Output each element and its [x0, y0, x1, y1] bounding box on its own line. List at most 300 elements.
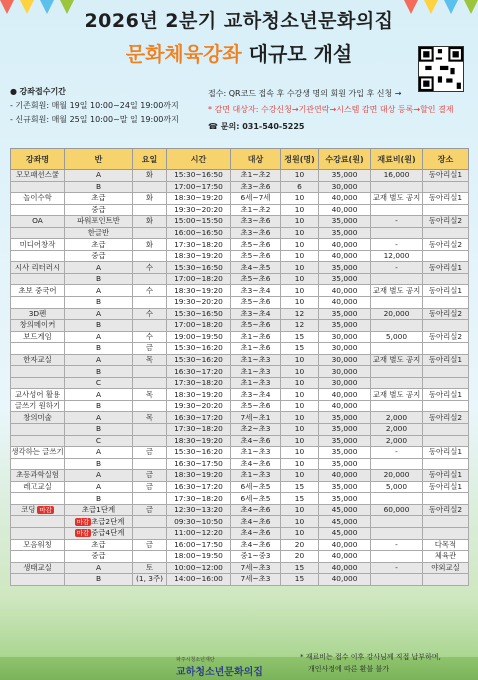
cell-capacity: 10 [281, 366, 319, 378]
cell-location: 동아리실1 [423, 170, 469, 182]
cell-material-fee: 2,000 [371, 412, 423, 424]
cell-course-name: 초보 중국어 [11, 285, 65, 297]
cell-course-name [11, 493, 65, 505]
cell-fee: 40,000 [319, 297, 371, 309]
cell-target: 6세~초5 [231, 481, 281, 493]
cell-material-fee [371, 458, 423, 470]
cell-fee: 35,000 [319, 273, 371, 285]
cell-day: 금 [133, 539, 167, 551]
cell-fee: 30,000 [319, 331, 371, 343]
cell-course-name: 모모패션스쿨 [11, 170, 65, 182]
cell-material-fee: - [371, 216, 423, 228]
table-row [11, 447, 469, 459]
cell-course-name [11, 297, 65, 309]
cell-time: 18:00~19:50 [167, 551, 231, 563]
cell-day [133, 435, 167, 447]
cell-material-fee [371, 516, 423, 528]
cell-location: 동아리실1 [423, 470, 469, 482]
cell-course-name [11, 527, 65, 539]
cell-target: 초5~초6 [231, 273, 281, 285]
cell-class: B [65, 424, 133, 436]
cell-capacity: 12 [281, 308, 319, 320]
cell-time: 14:00~16:00 [167, 574, 231, 586]
cell-time: 15:30~16:50 [167, 170, 231, 182]
cell-capacity: 15 [281, 343, 319, 355]
cell-fee: 40,000 [319, 389, 371, 401]
cell-target: 7세~초3 [231, 562, 281, 574]
cell-course-name: OA [11, 216, 65, 228]
cell-location [423, 250, 469, 262]
discount-info: * 감면 대상자: 수강신청→기관연락→시스템 감면 대상 등록→할인 결제 [208, 105, 454, 114]
cell-target: 초5~초6 [231, 297, 281, 309]
column-header: 정원(명) [281, 149, 319, 170]
cell-day: 화 [133, 239, 167, 251]
cell-capacity: 15 [281, 481, 319, 493]
cell-location [423, 527, 469, 539]
table-row [11, 377, 469, 389]
cell-class: B [65, 366, 133, 378]
cell-day [133, 458, 167, 470]
cell-target: 7세~초1 [231, 412, 281, 424]
table-row [11, 527, 469, 539]
cell-material-fee [371, 320, 423, 332]
column-header: 시간 [167, 149, 231, 170]
column-header: 대상 [231, 149, 281, 170]
cell-class: 초급 [65, 193, 133, 205]
cell-time: 17:30~18:20 [167, 493, 231, 505]
table-row [11, 250, 469, 262]
cell-time: 12:30~13:20 [167, 504, 231, 516]
cell-target: 초5~초6 [231, 250, 281, 262]
cell-material-fee: - [371, 562, 423, 574]
cell-location: 동아리실1 [423, 447, 469, 459]
cell-target: 초1~초3 [231, 377, 281, 389]
cell-target: 초4~초6 [231, 516, 281, 528]
cell-day [133, 250, 167, 262]
cell-day: 토 [133, 562, 167, 574]
cell-material-fee: 20,000 [371, 470, 423, 482]
cell-capacity: 15 [281, 562, 319, 574]
cell-target: 초5~초6 [231, 239, 281, 251]
cell-time: 17:00~18:20 [167, 273, 231, 285]
cell-course-name: 생각하는 글쓰기 [11, 447, 64, 457]
cell-capacity: 10 [281, 389, 319, 401]
cell-target: 초1~초3 [231, 354, 281, 366]
closed-badge: 마감 [39, 506, 52, 515]
cell-class: A [65, 470, 133, 482]
cell-material-fee [371, 366, 423, 378]
cell-day [133, 273, 167, 285]
cell-material-fee: 2,000 [371, 424, 423, 436]
cell-fee: 40,000 [319, 250, 371, 262]
cell-class: 한글반 [65, 227, 133, 239]
cell-location [423, 424, 469, 436]
cell-location: 동아리실1 [423, 354, 469, 366]
cell-target: 초2~초3 [231, 424, 281, 436]
cell-capacity: 10 [281, 400, 319, 412]
cell-capacity: 10 [281, 193, 319, 205]
cell-time: 17:00~18:20 [167, 320, 231, 332]
cell-class: A [65, 412, 133, 424]
table-row [11, 389, 469, 401]
cell-class: B [65, 343, 133, 355]
cell-material-fee [371, 527, 423, 539]
cell-class: B [65, 574, 133, 586]
cell-time: 19:00~19:50 [167, 331, 231, 343]
cell-course-name [11, 204, 65, 216]
cell-fee: 45,000 [319, 516, 371, 528]
cell-class: 중급 [65, 551, 133, 563]
cell-material-fee: 5,000 [371, 331, 423, 343]
cell-target: 초4~초6 [231, 435, 281, 447]
cell-capacity: 10 [281, 470, 319, 482]
signup-info: 접수: QR코드 접속 후 수강생 명의 회원 가입 후 신청 → [208, 89, 402, 98]
cell-fee: 30,000 [319, 366, 371, 378]
table-row [11, 227, 469, 239]
cell-capacity: 12 [281, 320, 319, 332]
cell-capacity: 10 [281, 412, 319, 424]
column-header: 재료비(원) [371, 149, 423, 170]
cell-class: 중급 [65, 204, 133, 216]
table-row [11, 204, 469, 216]
cell-location: 동아리실2 [423, 412, 469, 424]
cell-time: 16:00~16:50 [167, 227, 231, 239]
cell-capacity: 15 [281, 331, 319, 343]
cell-day [133, 297, 167, 309]
cell-time: 15:30~16:50 [167, 262, 231, 274]
cell-course-name [11, 366, 65, 378]
table-row [11, 470, 469, 482]
cell-location: 동아리실2 [423, 216, 469, 228]
cell-course-name: 3D펜 [11, 308, 65, 320]
cell-fee: 35,000 [319, 493, 371, 505]
cell-target: 6세~7세 [231, 193, 281, 205]
cell-day: 금 [133, 447, 167, 459]
cell-time: 18:30~19:20 [167, 250, 231, 262]
footer-note-2: 개인사정에 따른 환불 불가 [308, 665, 390, 673]
cell-class: A [65, 389, 133, 401]
cell-fee: 30,000 [319, 377, 371, 389]
cell-fee: 35,000 [319, 216, 371, 228]
table-row [11, 424, 469, 436]
cell-capacity: 10 [281, 170, 319, 182]
cell-course-name: 교사성어 활용 [11, 389, 65, 401]
column-header: 반 [65, 149, 133, 170]
cell-location [423, 343, 469, 355]
cell-time: 15:00~15:50 [167, 216, 231, 228]
cell-class: 마감 초급2단계 [65, 516, 133, 528]
cell-capacity: 20 [281, 551, 319, 563]
cell-location [423, 377, 469, 389]
cell-location [423, 273, 469, 285]
cell-target: 초4~초6 [231, 527, 281, 539]
table-row [11, 504, 469, 516]
cell-location: 동아리실2 [423, 308, 469, 320]
cell-day [133, 366, 167, 378]
cell-target: 초3~초4 [231, 389, 281, 401]
cell-class: A [65, 354, 133, 366]
cell-class: B [65, 458, 133, 470]
cell-course-name: 글쓰기 원하기 [11, 400, 65, 412]
cell-course-name [11, 250, 65, 262]
cell-course-name: 레고교실 [11, 481, 65, 493]
cell-location: 체육관 [423, 551, 469, 563]
cell-day [133, 551, 167, 563]
cell-capacity: 10 [281, 458, 319, 470]
cell-day: 화 [133, 170, 167, 182]
cell-target: 초4~초5 [231, 262, 281, 274]
cell-course-name [11, 273, 65, 285]
cell-target: 초5~초6 [231, 320, 281, 332]
cell-class: 마감 중급4단계 [65, 527, 133, 539]
cell-course-name [11, 181, 65, 193]
cell-course-name [11, 551, 65, 563]
closed-badge: 마감 [76, 529, 90, 538]
contact-info: ☎ 문의: 031-540-5225 [208, 122, 305, 131]
cell-material-fee: 2,000 [371, 435, 423, 447]
cell-material-fee [371, 377, 423, 389]
column-header: 수강료(원) [319, 149, 371, 170]
cell-course-name [11, 435, 65, 447]
cell-material-fee: 16,000 [371, 170, 423, 182]
cell-capacity: 20 [281, 539, 319, 551]
cell-time: 17:30~18:20 [167, 239, 231, 251]
cell-capacity: 15 [281, 574, 319, 586]
table-row [11, 297, 469, 309]
qr-code[interactable] [418, 46, 464, 92]
cell-capacity: 10 [281, 504, 319, 516]
cell-material-fee: - [371, 539, 423, 551]
cell-capacity: 10 [281, 435, 319, 447]
cell-day: 화 [133, 216, 167, 228]
cell-material-fee [371, 551, 423, 563]
cell-location [423, 516, 469, 528]
cell-time: 16:30~17:20 [167, 366, 231, 378]
cell-time: 19:30~20:20 [167, 204, 231, 216]
page-title: 2026년 2분기 교하청소년문화의집 [84, 10, 394, 32]
cell-target: 초3~초4 [231, 308, 281, 320]
cell-target: 초5~초6 [231, 400, 281, 412]
cell-material-fee [371, 574, 423, 586]
table-row [11, 320, 469, 332]
cell-material-fee [371, 400, 423, 412]
cell-fee: 35,000 [319, 308, 371, 320]
cell-day [133, 424, 167, 436]
cell-time: 10:00~12:00 [167, 562, 231, 574]
cell-day [133, 527, 167, 539]
cell-time: 15:30~16:20 [167, 447, 231, 459]
cell-class: 파워포인트반 [65, 216, 133, 228]
cell-time: 17:30~18:20 [167, 377, 231, 389]
cell-capacity: 10 [281, 250, 319, 262]
cell-day: 금 [133, 481, 167, 493]
cell-capacity: 10 [281, 239, 319, 251]
table-row [11, 400, 469, 412]
cell-fee: 30,000 [319, 343, 371, 355]
table-row [11, 574, 469, 586]
cell-fee: 35,000 [319, 458, 371, 470]
cell-day: 수 [133, 285, 167, 297]
cell-fee: 40,000 [319, 562, 371, 574]
cell-material-fee [371, 273, 423, 285]
cell-target: 6세~초5 [231, 493, 281, 505]
cell-capacity: 10 [281, 227, 319, 239]
cell-target: 초1~초2 [231, 170, 281, 182]
cell-fee: 35,000 [319, 481, 371, 493]
cell-day: 수 [133, 331, 167, 343]
cell-time: 15:30~16:20 [167, 354, 231, 366]
cell-capacity: 10 [281, 447, 319, 459]
table-row [11, 551, 469, 563]
cell-location [423, 493, 469, 505]
cell-fee: 40,000 [319, 539, 371, 551]
cell-day: 금 [133, 470, 167, 482]
cell-location: 다목적 [423, 539, 469, 551]
cell-time: 19:30~20:20 [167, 400, 231, 412]
cell-day [133, 400, 167, 412]
cell-location: 동아리실1 [423, 193, 469, 205]
cell-class: 초급 [65, 539, 133, 551]
cell-target: 초3~초6 [231, 227, 281, 239]
column-header: 요일 [133, 149, 167, 170]
cell-target: 중1~중3 [231, 551, 281, 563]
period-existing: - 기존회원: 매월 19일 10:00~24일 19:00까지 [10, 101, 179, 110]
cell-time: 16:30~17:20 [167, 481, 231, 493]
footer-note-1: * 재료비는 접수 이후 강사님께 직접 납부하며, [300, 653, 441, 661]
cell-fee: 40,000 [319, 574, 371, 586]
cell-material-fee: 12,000 [371, 250, 423, 262]
cell-class: A [65, 285, 133, 297]
cell-class: B [65, 493, 133, 505]
cell-class: C [65, 435, 133, 447]
page-subtitle [0, 38, 478, 67]
cell-time: 18:30~19:20 [167, 470, 231, 482]
cell-day: 금 [133, 343, 167, 355]
cell-material-fee [371, 204, 423, 216]
period-title: ● 강좌접수기간 [10, 87, 66, 96]
cell-day: 금 [133, 504, 167, 516]
table-row [11, 366, 469, 378]
cell-class: 초급 [65, 239, 133, 251]
cell-target: 초4~초6 [231, 458, 281, 470]
cell-fee: 35,000 [319, 227, 371, 239]
cell-fee: 45,000 [319, 504, 371, 516]
cell-capacity: 10 [281, 273, 319, 285]
cell-target: 초1~초3 [231, 470, 281, 482]
cell-location [423, 458, 469, 470]
cell-fee: 40,000 [319, 204, 371, 216]
cell-day: 화 [133, 193, 167, 205]
table-row [11, 516, 469, 528]
table-row [11, 181, 469, 193]
cell-location [423, 320, 469, 332]
table-row [11, 216, 469, 228]
cell-course-name [11, 424, 65, 436]
cell-material-fee: - [371, 447, 423, 459]
cell-fee: 40,000 [319, 400, 371, 412]
cell-target: 초3~초6 [231, 181, 281, 193]
cell-location: 동아리실2 [423, 504, 469, 516]
cell-target: 초4~초6 [231, 504, 281, 516]
cell-fee: 30,000 [319, 354, 371, 366]
cell-material-fee: 20,000 [371, 308, 423, 320]
cell-course-name: 놀이수학 [11, 193, 65, 205]
cell-day: 수 [133, 262, 167, 274]
cell-class: A [65, 481, 133, 493]
table-row [11, 458, 469, 470]
cell-day: 목 [133, 389, 167, 401]
cell-class: A [65, 170, 133, 182]
cell-day: 목 [133, 354, 167, 366]
cell-target: 7세~초3 [231, 574, 281, 586]
cell-class: A [65, 447, 133, 459]
cell-course-name [11, 343, 65, 355]
cell-location: 동아리실1 [423, 285, 469, 297]
table-body [11, 170, 469, 586]
table-row [11, 262, 469, 274]
cell-location: 야외교실 [423, 562, 469, 574]
subtitle-accent: 문화체육강좌 [125, 42, 242, 66]
cell-material-fee [371, 343, 423, 355]
cell-time: 18:30~19:20 [167, 389, 231, 401]
cell-course-name: 모음워칭 [11, 539, 65, 551]
cell-material-fee: 교재 별도 공지 [371, 285, 423, 297]
cell-class: B [65, 297, 133, 309]
cell-capacity: 6 [281, 181, 319, 193]
cell-class: B [65, 320, 133, 332]
cell-time: 15:30~16:20 [167, 343, 231, 355]
table-row [11, 308, 469, 320]
cell-capacity: 10 [281, 516, 319, 528]
table-row [11, 481, 469, 493]
cell-time: 11:00~12:20 [167, 527, 231, 539]
cell-course-name [11, 574, 65, 586]
cell-capacity: 10 [281, 216, 319, 228]
cell-fee: 35,000 [319, 435, 371, 447]
cell-time: 17:00~17:50 [167, 181, 231, 193]
closed-badge: 마감 [76, 517, 90, 526]
cell-capacity: 15 [281, 493, 319, 505]
cell-capacity: 10 [281, 377, 319, 389]
cell-capacity: 10 [281, 354, 319, 366]
cell-material-fee [371, 297, 423, 309]
cell-fee: 40,000 [319, 193, 371, 205]
cell-course-name: 코딩 마감 [11, 504, 65, 516]
cell-location: 동아리실1 [423, 389, 469, 401]
cell-capacity: 10 [281, 297, 319, 309]
table-row [11, 562, 469, 574]
table-row [11, 239, 469, 251]
cell-day [133, 320, 167, 332]
cell-course-name: 한자교실 [11, 354, 65, 366]
table-row [11, 193, 469, 205]
cell-time: 18:30~19:20 [167, 285, 231, 297]
cell-class: A [65, 562, 133, 574]
cell-course-name: 시사 리터러시 [11, 262, 65, 274]
cell-time: 17:30~18:20 [167, 424, 231, 436]
cell-location [423, 574, 469, 586]
cell-fee: 45,000 [319, 527, 371, 539]
cell-course-name: 생태교실 [11, 562, 65, 574]
table-row [11, 285, 469, 297]
cell-fee: 35,000 [319, 262, 371, 274]
table-row [11, 493, 469, 505]
cell-capacity: 10 [281, 527, 319, 539]
cell-fee: 40,000 [319, 239, 371, 251]
cell-location: 동아리실1 [423, 481, 469, 493]
table-row [11, 435, 469, 447]
cell-day: (1, 3주) [133, 574, 167, 586]
